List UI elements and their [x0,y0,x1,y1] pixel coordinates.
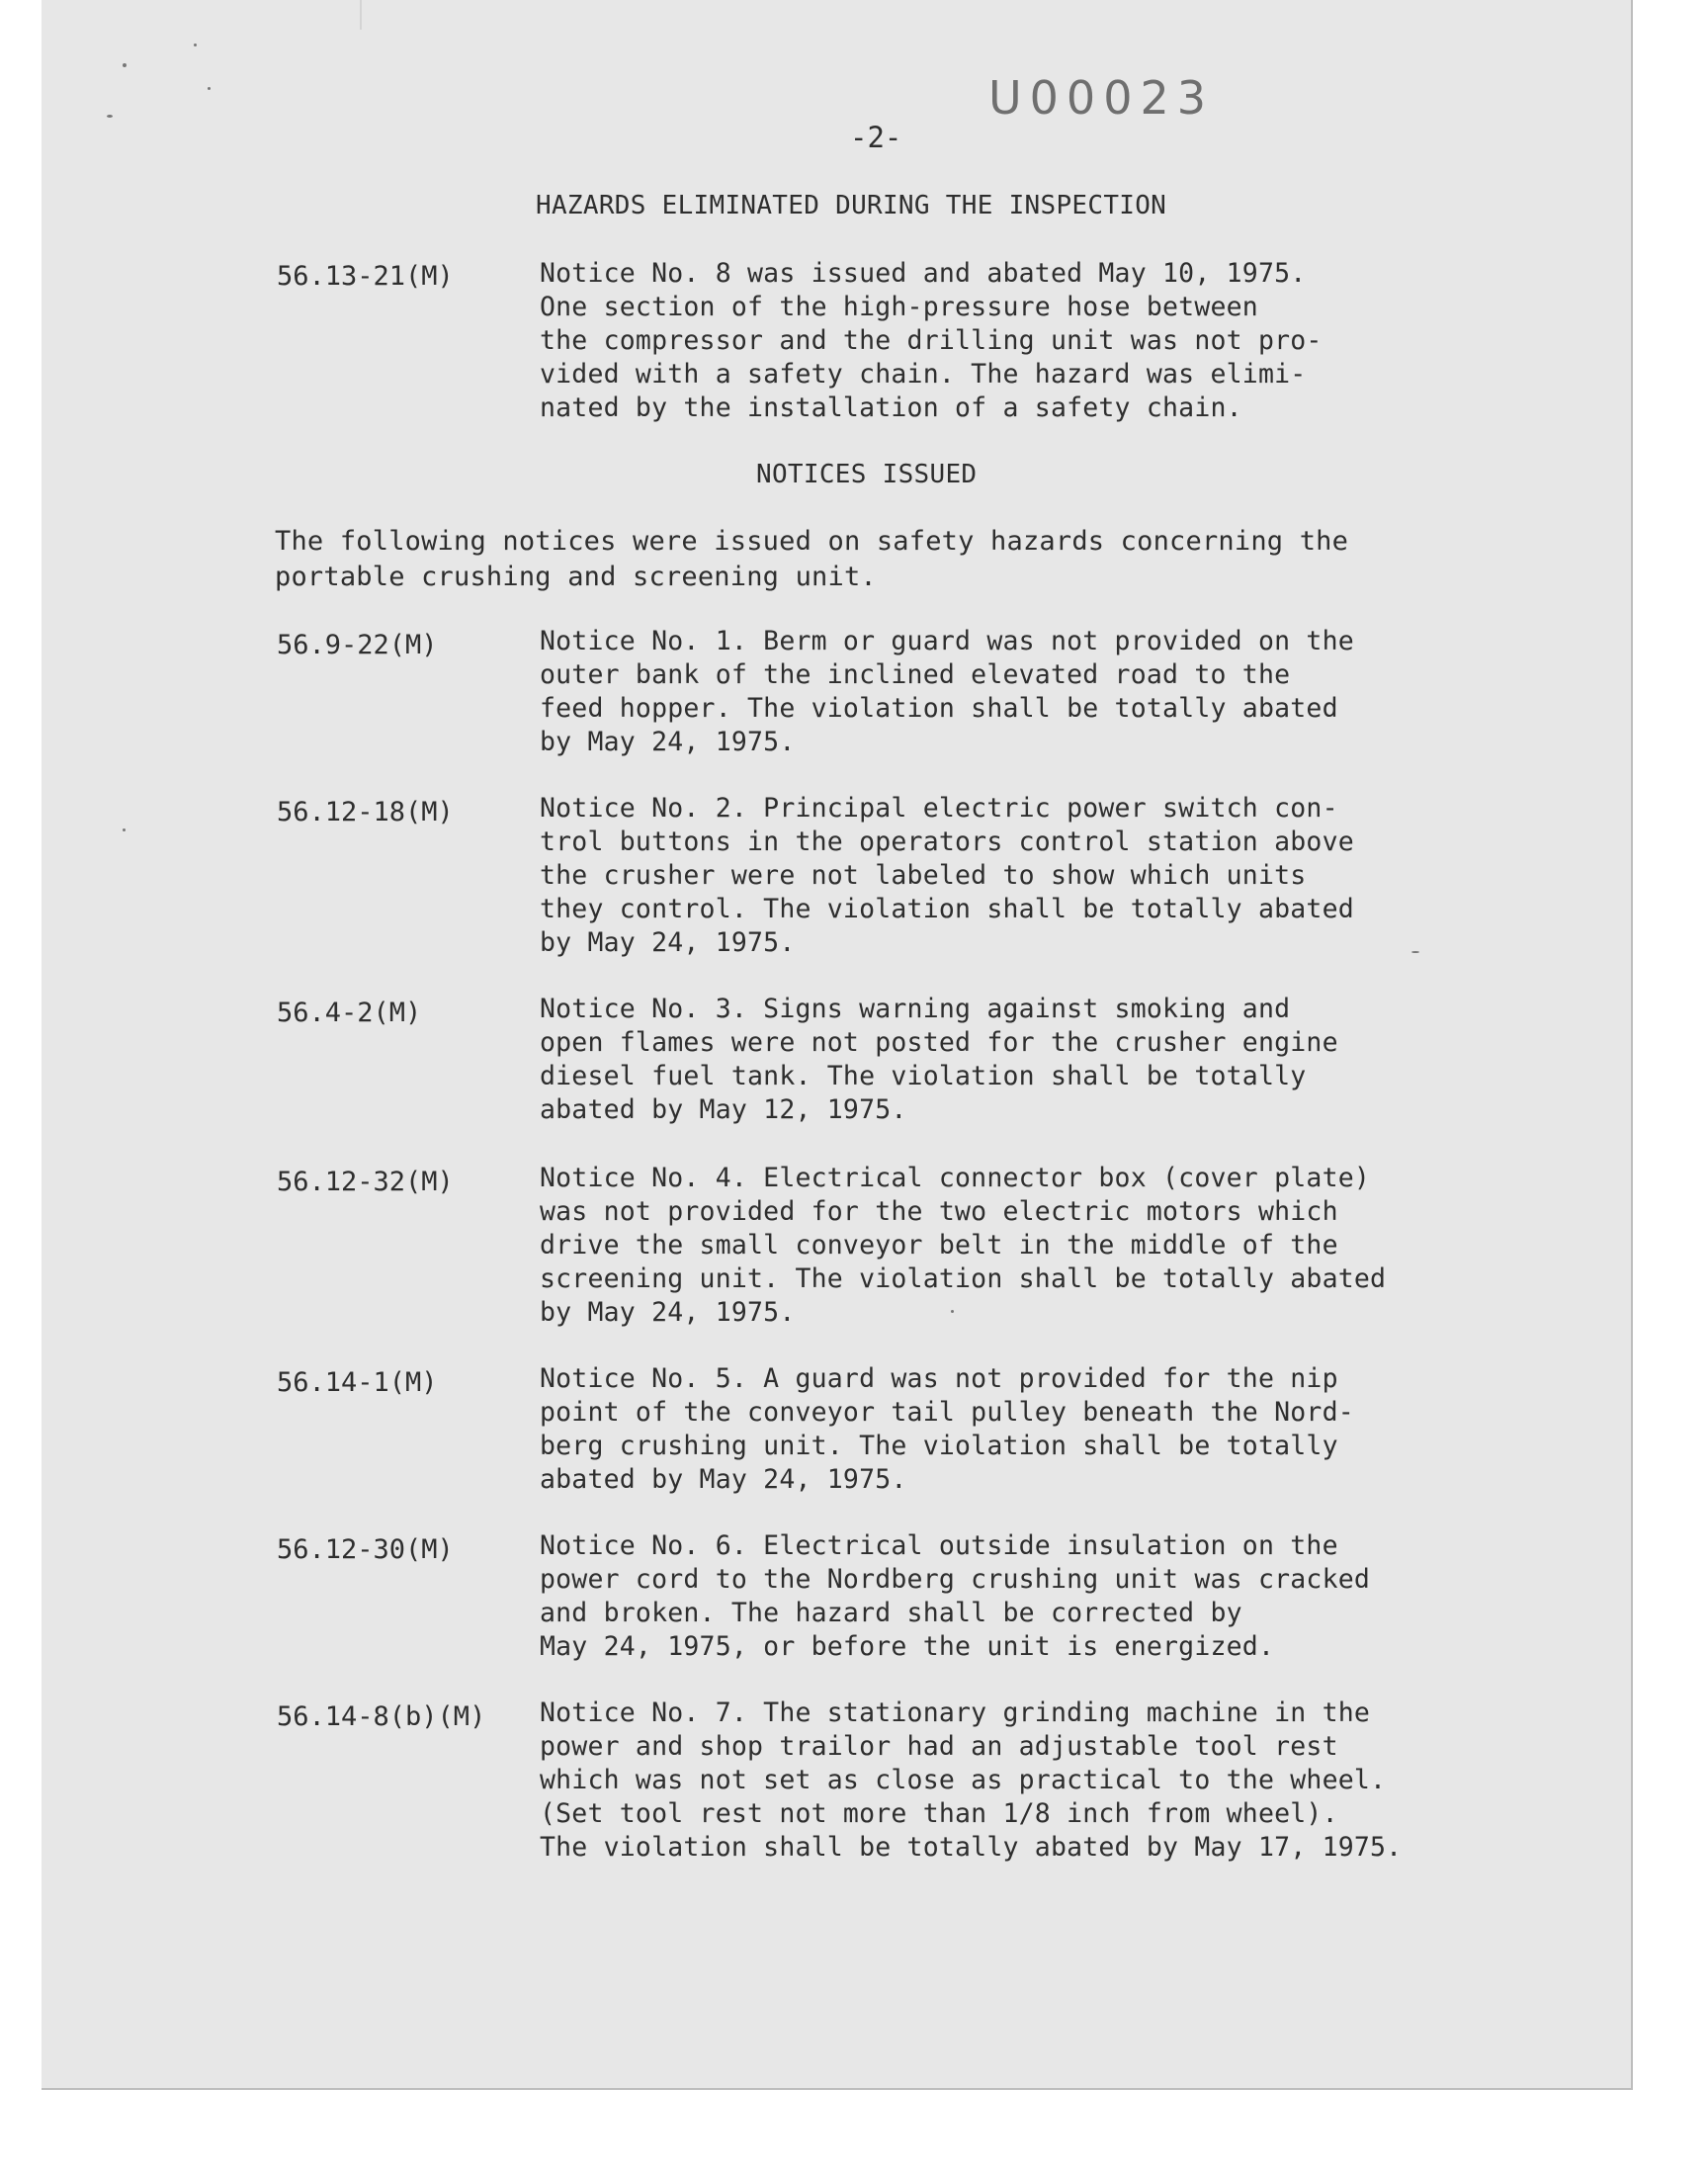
notice-paragraph: Notice No. 4. Electrical connector box (cover plate) was not provided for the two electric motors which drive the small conveyor belt in the middle of the screening unit. The violation shall be totally abated by May 24, 1975. [540,1163,1387,1328]
notice-paragraph: Notice No. 5. A guard was not provided for the nip point of the conveyor tail pulley beneath the Nord- berg crushing unit. The violation shall be totally abated by May 24, 1975. [540,1363,1354,1495]
regulation-code: 56.14-1(M) [277,1367,438,1398]
regulation-code: 56.9-22(M) [277,630,438,660]
regulation-code: 56.14-8(b)(M) [277,1701,486,1732]
scan-speck [194,44,197,46]
notice-paragraph: Notice No. 3. Signs warning against smoking and open flames were not posted for the crusher engine diesel fuel tank. The violation shall be totally abated by May 12, 1975. [540,994,1338,1125]
scan-speck [123,63,127,67]
scan-speck [208,87,211,90]
notice-paragraph: Notice No. 1. Berm or guard was not provided on the outer bank of the inclined elevated road to the feed hopper. The violation shall be totally abated by May 24, 1975. [540,626,1354,757]
scan-speck [123,828,126,831]
notice-paragraph: Notice No. 2. Principal electric power switch con- trol buttons in the operators control station above the crusher were not labeled to show which units they control. The violation shall be totally abated by May 24, 1975. [540,793,1354,958]
page-number: -2- [850,121,902,154]
document-stamp-number: U00023 [988,71,1215,125]
scan-speck [107,115,113,118]
regulation-code: 56.12-32(M) [277,1167,454,1197]
notice-paragraph: Notice No. 8 was issued and abated May 10, 1975. One section of the high-pressure hose between the compressor and the drilling unit was not pro- vided with a safety chain. The hazard was elimi- nated by the installation of a safety chain. [540,258,1323,423]
scan-speck [951,1310,954,1313]
regulation-code: 56.12-30(M) [277,1534,454,1565]
section-heading-notices-issued: NOTICES ISSUED [756,460,978,489]
notice-paragraph: Notice No. 6. Electrical outside insulation on the power cord to the Nordberg crushing unit was cracked and broken. The hazard shall be corrected by May 24, 1975, or before the unit is energized. [540,1530,1371,1662]
regulation-code: 56.13-21(M) [277,261,454,292]
crease-line [360,0,362,30]
intro-paragraph: The following notices were issued on safety hazards concerning the portable crushing and screening unit. [275,526,1349,592]
regulation-code: 56.4-2(M) [277,998,422,1028]
section-heading-hazards-eliminated: HAZARDS ELIMINATED DURING THE INSPECTION [536,191,1167,220]
notice-paragraph: Notice No. 7. The stationary grinding machine in the power and shop trailor had an adjustable tool rest which was not set as close as practical to the wheel. (Set tool rest not more than 1/8 inch from wheel). The violation shall be totally abated by May 17, 1975. [540,1697,1403,1863]
regulation-code: 56.12-18(M) [277,797,454,827]
scan-speck [1411,951,1419,953]
